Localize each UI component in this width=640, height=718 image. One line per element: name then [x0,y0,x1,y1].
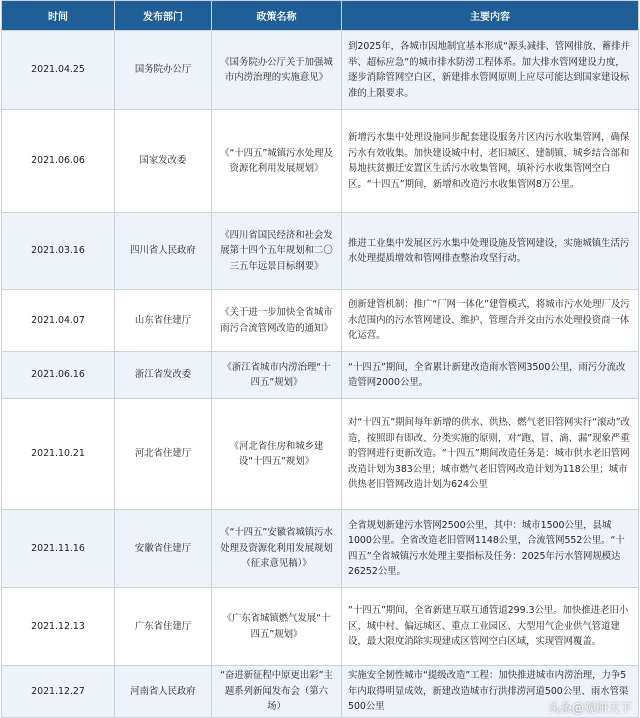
row-content: “十四五”期间，全省新建互联互通管道299.3公里。加快推进老旧小区、城中村、偏远城区、重点工业园区、大型用气企业供气管道建设，最大限度消除实现建成区管网空白区域，实现管网覆盖。 [342,588,639,666]
table-row [2,588,639,666]
table-row [2,290,639,352]
table-row [2,31,639,110]
row-department: 山东省住建厅 [115,290,212,352]
row-content: 新增污水集中处理设施同步配套建设服务片区内污水收集管网，确保污水有效收集。加快建设城中村、老旧城区、建制镇、城乡结合部和易地扶贫搬迁安置区生活污水收集管网，填补污水收集管网空白区。“十四五”期间，新增和改造污水收集管网8万公里。 [342,110,639,213]
table-row [2,352,639,399]
row-content: 对“十四五”期间每年新增的供水、供热、燃气老旧管网实行“滚动”改造，按照即有即改、分类实施的原则，对“跑、冒、滴、漏”现象严重的管网进行更新改造。“十四五”期间改造任务是：城市供水老旧管网改造计划为383公里；城市燃气老旧管网改造计划为118公里；城市供热老旧管网改造计划为624公里 [342,399,639,510]
row-department: 国家发改委 [115,110,212,213]
table-row [2,110,639,213]
row-date: 2021.04.25 [2,31,115,110]
header-policy-name: 政策名称 [212,1,342,31]
table-row [2,213,639,290]
table-row [2,510,639,588]
row-content: “十四五”期间，全省累计新建改造雨水管网3500公里，雨污分流改造管网2000公里。 [342,352,639,399]
row-policy-name: 《河北省住房和城乡建设“十四五”规划》 [212,399,342,510]
row-content: 全省规划新建污水管网2500公里，其中：城市1500公里，县城1000公里。全省改造老旧管网1148公里，合流管网552公里。“十四五”全省城镇污水处理主要指标及任务：2025年污水管网规模达26252公里。 [342,510,639,588]
row-content: 创新建管机制：推广“厂网一体化”建管模式，将城市污水处理厂及污水范围内的污水管网建设、维护、管理合并交由污水处理投资商一体化运营。 [342,290,639,352]
row-policy-name: 《四川省国民经济和社会发展第十四个五年规划和二〇三五年远景目标纲要》 [212,213,342,290]
row-department: 四川省人民政府 [115,213,212,290]
table-row [2,666,639,718]
header-date: 时间 [2,1,115,31]
row-policy-name: “奋进新征程中原更出彩”主题系列新闻发布会（第六场） [212,666,342,718]
row-date: 2021.06.16 [2,352,115,399]
row-content: 实施安全韧性城市“提级改造”工程：加快推进城市内涝治理，力争5年内取得明显成效，新建改造城市行洪排涝河道500公里、雨水管渠500公里 [342,666,639,718]
header-department: 发布部门 [115,1,212,31]
row-date: 2021.03.16 [2,213,115,290]
row-department: 河南省人民政府 [115,666,212,718]
row-policy-name: 《“十四五”安徽省城镇污水处理及资源化利用发展规划（征求意见稿）》 [212,510,342,588]
row-date: 2021.12.13 [2,588,115,666]
row-content: 推进工业集中发展区污水集中处理设施及管网建设，实施城镇生活污水处理提质增效和管网排查整治攻坚行动。 [342,213,639,290]
watermark: 头条@观研天下 [547,701,632,715]
row-date: 2021.11.16 [2,510,115,588]
row-date: 2021.06.06 [2,110,115,213]
row-department: 广东省住建厅 [115,588,212,666]
row-policy-name: 《广东省城镇燃气发展“十四五”规划》 [212,588,342,666]
row-department: 国务院办公厅 [115,31,212,110]
table-header-row [2,1,639,31]
row-date: 2021.04.07 [2,290,115,352]
row-date: 2021.10.21 [2,399,115,510]
row-department: 河北省住建厅 [115,399,212,510]
header-main-content: 主要内容 [342,1,639,31]
row-content: 到2025年，各城市因地制宜基本形成“源头减排、管网排放、蓄排并举、超标应急”的城市排水防涝工程体系。加大排水管网建设力度，逐步消除管网空白区，新建排水管网原则上应尽可能达到国家建设标准的上限要求。 [342,31,639,110]
row-department: 安徽省住建厅 [115,510,212,588]
row-policy-name: 《国务院办公厅关于加强城市内涝治理的实施意见》 [212,31,342,110]
row-policy-name: 《关于进一步加快全省城市雨污合流管网改造的通知》 [212,290,342,352]
row-department: 浙江省发改委 [115,352,212,399]
policy-table [1,0,639,718]
row-policy-name: 《浙江省城市内涝治理“十四五”规划》 [212,352,342,399]
row-date: 2021.12.27 [2,666,115,718]
table-row [2,399,639,510]
row-policy-name: 《“十四五”城镇污水处理及资源化利用发展规划》 [212,110,342,213]
